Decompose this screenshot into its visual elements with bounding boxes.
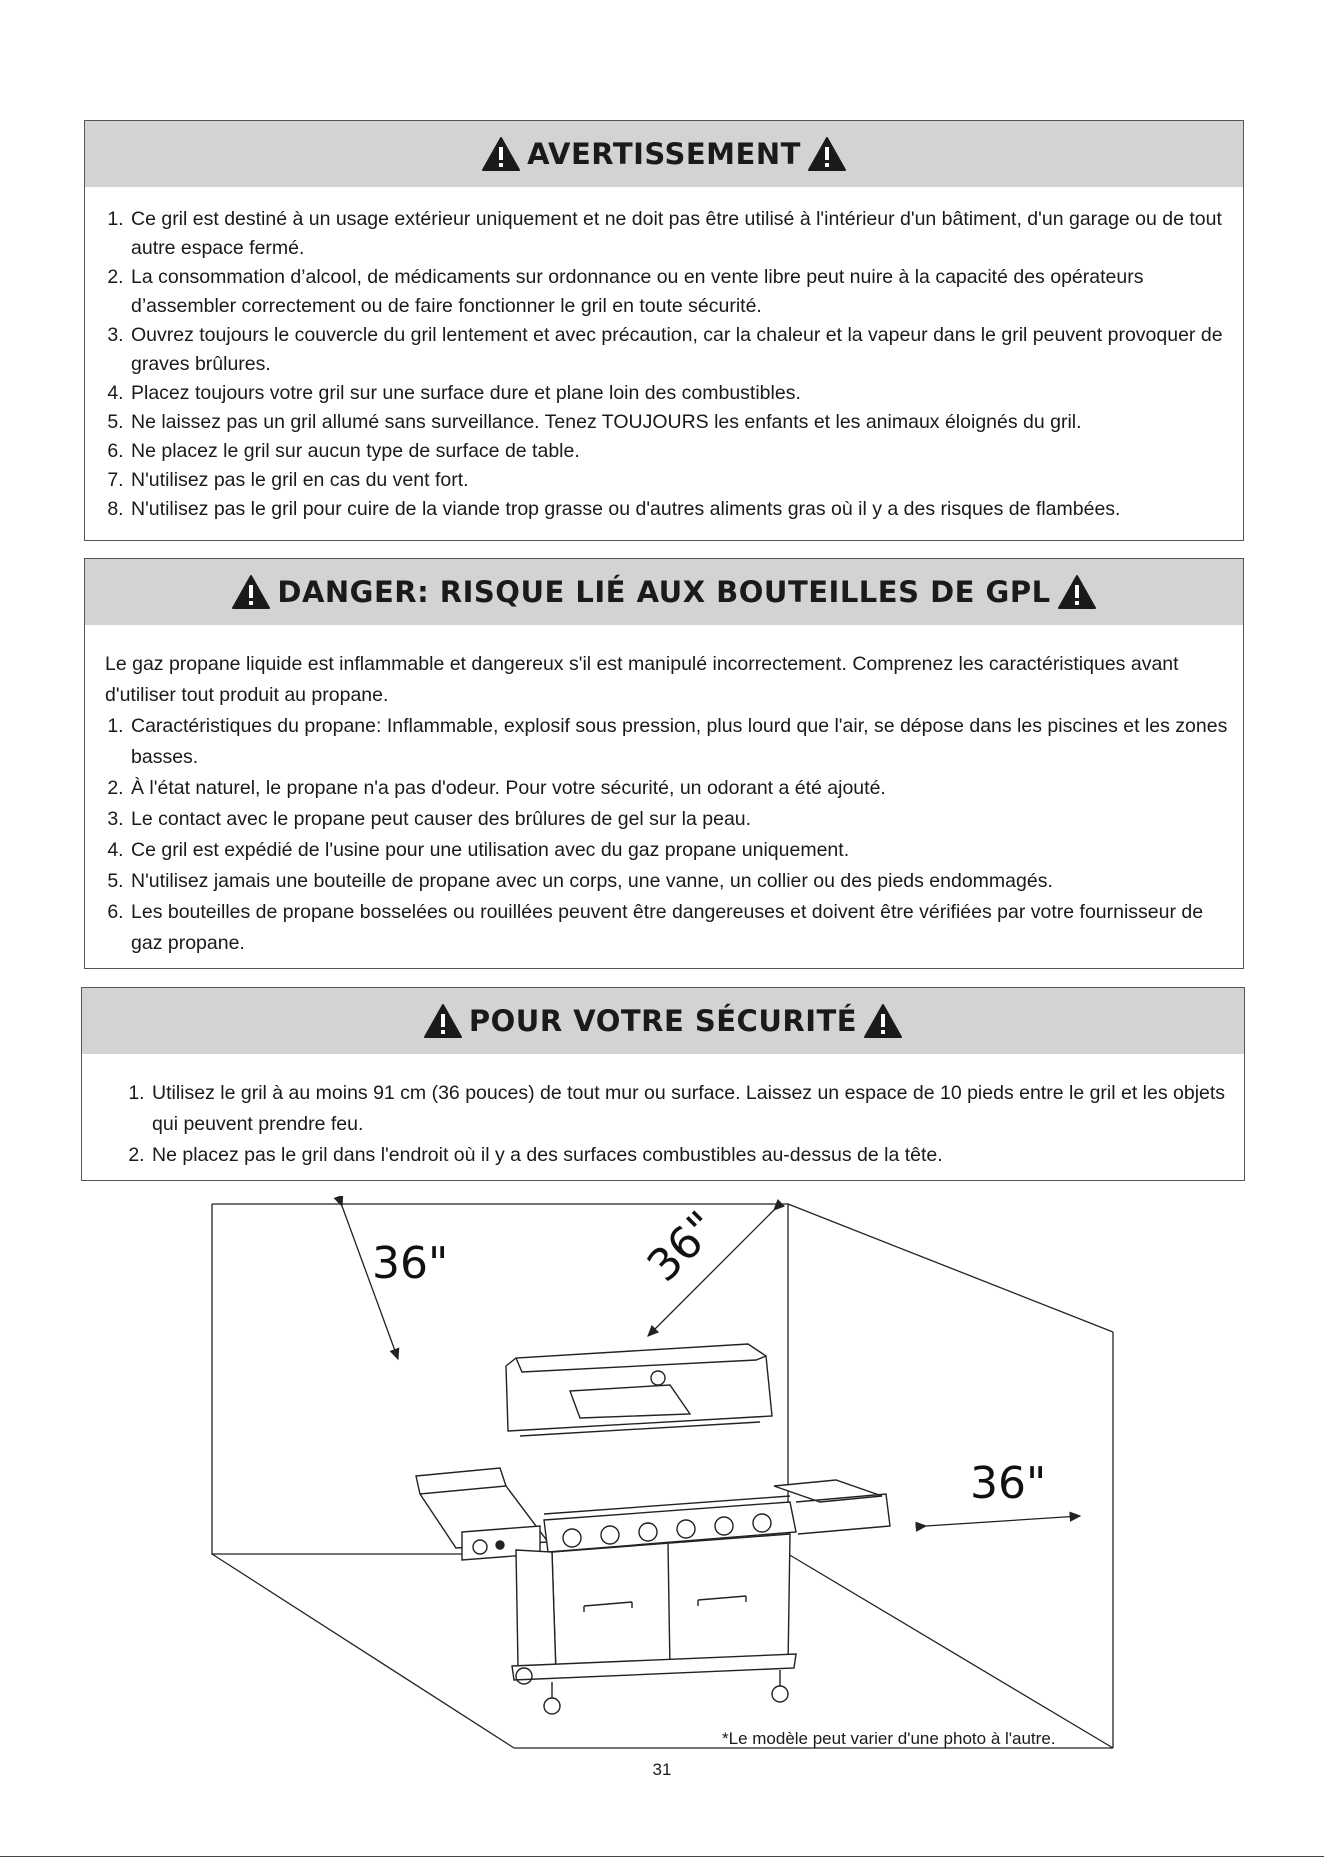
warning-triangle-icon [423,1003,463,1039]
safety-title: POUR VOTRE SÉCURITÉ [468,1004,858,1038]
danger-list [105,711,1229,959]
danger-title: DANGER: RISQUE LIÉ AUX BOUTEILLES DE GPL [277,575,1051,609]
warning-header [85,121,1243,187]
warning-triangle-icon [1057,574,1097,610]
list-item: 3. Le contact avec le propane peut causer des brûlures de gel sur la peau. [129,804,1229,835]
list-item: 4. Ce gril est expédié de l'usine pour une utilisation avec du gaz propane uniquement. [129,835,1229,866]
warning-title: AVERTISSEMENT [527,137,801,171]
warning-box [84,120,1244,541]
danger-intro: Le gaz propane liquide est inflammable et dangereux s'il est manipulé incorrectement. Comprenez les caractéristiques avant d'utiliser tout produit au propane. [105,653,1179,706]
right-clearance-label: 36" [970,1458,1047,1509]
safety-body [82,1054,1244,1179]
back-clearance-label: 36" [637,1201,728,1292]
list-item: 2. La consommation d’alcool, de médicaments sur ordonnance ou en vente libre peut nuire à la capacité des opérateurs d’assembler correctement ou de faire fonctionner le gril en toute sécurité. [129,263,1229,321]
list-item: 6. Les bouteilles de propane bosselées ou rouillées peuvent être dangereuses et doivent être vérifiées par votre fournisseur de gaz propane. [129,897,1229,959]
list-item: 5. N'utilisez jamais une bouteille de propane avec un corps, une vanne, un collier ou des pieds endommagés. [129,866,1229,897]
bottom-divider [0,1856,1324,1857]
warning-triangle-icon [481,136,521,172]
warning-list [105,205,1229,524]
warning-body [85,187,1243,532]
safety-box [81,987,1245,1181]
warning-triangle-icon [231,574,271,610]
list-item: 3. Ouvrez toujours le couvercle du gril lentement et avec précaution, car la chaleur et la vapeur dans le gril peuvent provoquer de graves brûlures. [129,321,1229,379]
safety-header [82,988,1244,1054]
right-clearance-arrow [926,1516,1080,1526]
list-item: 1. Ce gril est destiné à un usage extérieur uniquement et ne doit pas être utilisé à l'intérieur d'un bâtiment, d'un garage ou de tout autre espace fermé. [129,205,1229,263]
clearance-diagram [200,1196,1120,1756]
warning-triangle-icon [863,1003,903,1039]
list-item: 8. N'utilisez pas le gril pour cuire de la viande trop grasse ou d'autres aliments gras où il y a des risques de flambées. [129,495,1229,524]
list-item: 7. N'utilisez pas le gril en cas du vent fort. [129,466,1229,495]
model-variation-note: *Le modèle peut varier d'une photo à l'autre. [722,1729,1056,1748]
warning-triangle-icon [807,136,847,172]
list-item: 1. Utilisez le gril à au moins 91 cm (36 pouces) de tout mur ou surface. Laissez un espace de 10 pieds entre le gril et les objets qui peuvent prendre feu. [150,1078,1230,1140]
list-item: 5. Ne laissez pas un gril allumé sans surveillance. Tenez TOUJOURS les enfants et les animaux éloignés du gril. [129,408,1229,437]
list-item: 6. Ne placez le gril sur aucun type de surface de table. [129,437,1229,466]
list-item: 2. À l'état naturel, le propane n'a pas d'odeur. Pour votre sécurité, un odorant a été ajouté. [129,773,1229,804]
list-item: 1. Caractéristiques du propane: Inflammable, explosif sous pression, plus lourd que l'air, se dépose dans les piscines et les zones basses. [129,711,1229,773]
danger-header [85,559,1243,625]
left-clearance-label: 36" [372,1238,449,1289]
safety-list [126,1078,1230,1171]
list-item: 2. Ne placez pas le gril dans l'endroit où il y a des surfaces combustibles au-dessus de la tête. [150,1140,1230,1171]
danger-body [85,625,1243,967]
list-item: 4. Placez toujours votre gril sur une surface dure et plane loin des combustibles. [129,379,1229,408]
page-number: 31 [652,1760,672,1779]
danger-box [84,558,1244,969]
grill-illustration [416,1344,890,1714]
